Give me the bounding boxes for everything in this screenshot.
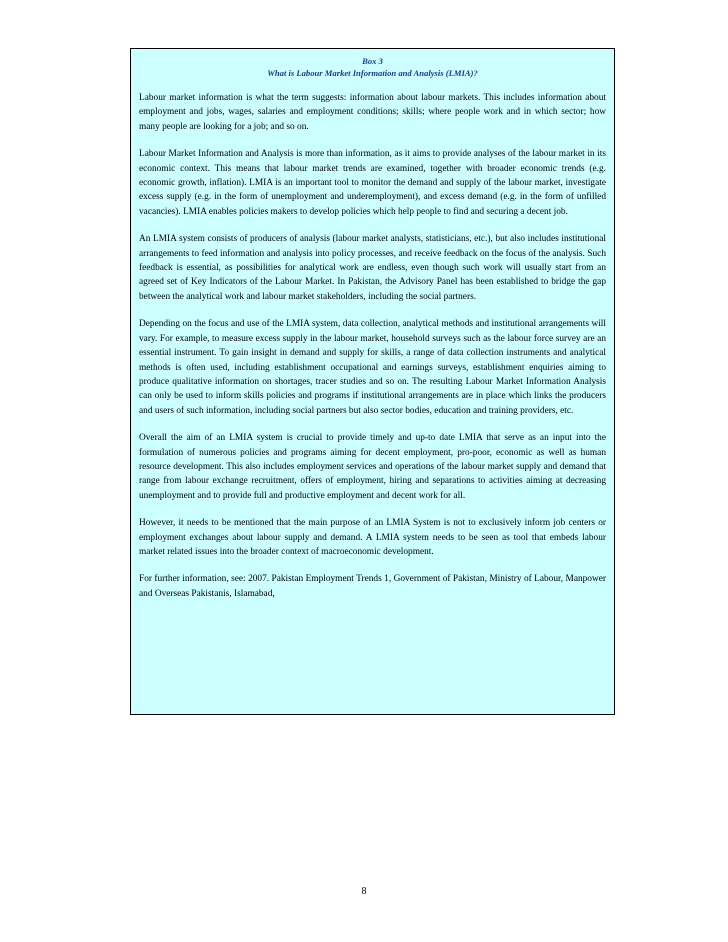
paragraph-data-collection: Depending on the focus and use of the LMIA system, data collection, analytical methods and institutional arrangements will vary. For example, to measure excess supply in the labour market, household surveys such as the labour force survey are an essential instrument. To gain insight in demand and supply for skills, a range of data collection instruments and analytical methods is often used, including establishment occupational and earnings surveys, establishment enquiries aiming to produce qualitative information on shortages, tracer studies and so on. The resulting Labour Market Information Analysis can only be used to inform skills policies and programs if institutional arrangements are in place which links the producers and users of such information, including social partners but also sector bodies, education and training providers, etc. [139, 319, 606, 416]
paragraph-lmia-system: An LMIA system consists of producers of analysis (labour market analysts, statisticians, etc.), but also includes institutional arrangements to feed information and analysis into policy processes, and receive feedback on the focus of the analysis. Such feedback is essential, as possibilities for analytical work are endless, even though such work will usually start from an agreed set of Key Indicators of the Labour Market. In Pakistan, the Advisory Panel has been established to bridge the gap between the analytical work and labour market stakeholders, including the social partners. [139, 234, 606, 302]
box-title: What is Labour Market Information and Analysis (LMIA)? [267, 68, 478, 78]
paragraph-overall-aim: Overall the aim of an LMIA system is crucial to provide timely and up-to date LMIA that serve as an input into the formulation of numerous policies and programs aiming for decent employment, pro-poor, economic as well as human resource development. This also includes employment services and operations of the labour market supply and demand that range from labour exchange recruitment, offers of employment, hiring and separations to activities aiming at decreasing unemployment and to provide full and productive employment and decent work for all. [139, 433, 606, 501]
text-box [130, 48, 615, 715]
paragraph-further-information: For further information, see: 2007. Pakistan Employment Trends 1, Government of Pakistan, Ministry of Labour, Manpower and Overseas Pakistanis, Islamabad, [139, 574, 606, 599]
paragraph-main-purpose: However, it needs to be mentioned that the main purpose of an LMIA System is not to exclusively inform job centers or employment exchanges about labour supply and demand. A LMIA system needs to be seen as tool that embeds labour market related issues into the broader context of macroeconomic development. [139, 518, 606, 557]
page-number: 8 [361, 886, 367, 897]
paragraph-lmia-analysis: Labour Market Information and Analysis is more than information, as it aims to provide analyses of the labour market in its economic context. This means that labour market trends are examined, together with broader economic trends (e.g. economic growth, inflation). LMIA is an important tool to monitor the demand and supply of the labour market, investigate excess supply (e.g. in the form of unemployment and underemployment), and excess demand (e.g. in the form of unfilled vacancies). LMIA enables policies makers to develop policies which help people to find and securing a decent job. [139, 149, 606, 217]
box-label: Box 3 [362, 56, 383, 66]
paragraph-definition: Labour market information is what the term suggests: information about labour markets. This includes information about employment and jobs, wages, salaries and employment conditions; skills; where people work and in which sector; how many people are looking for a job; and so on. [139, 93, 606, 132]
box-heading [139, 55, 606, 79]
